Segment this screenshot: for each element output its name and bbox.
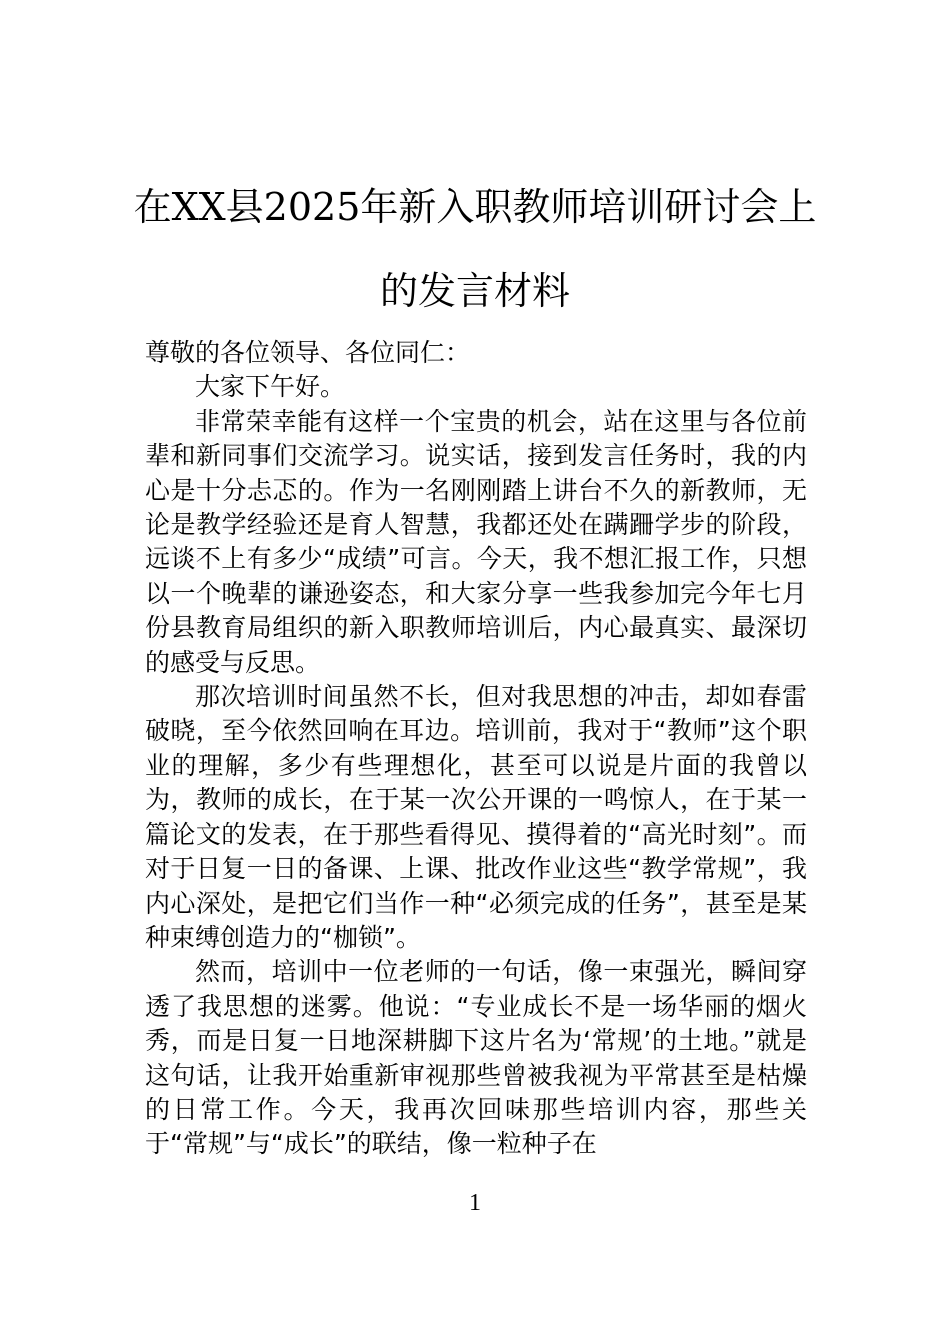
- document-title-line-2: 的发言材料: [379, 269, 570, 313]
- paragraph-greeting: 大家下午好。: [195, 372, 346, 402]
- document-title-line-1: 在XX县2025年新入职教师培训研讨会上: [133, 185, 817, 229]
- paragraph-intro: 非常荣幸能有这样一个宝贵的机会，站在这里与各位前辈和新同事们交流学习。说实话，接到发言任务时，我的内心是十分忐忑的。作为一名刚刚踏上讲台不久的新教师，无论是教学经验还是育人智慧，我都还处在蹒跚学步的阶段，远谈不上有多少“成绩”可言。今天，我不想汇报工作，只想以一个晚辈的谦逊姿态，和大家分享一些我参加完今年七月份县教育局组织的新入职教师培训后，内心最真实、最深切的感受与反思。: [145, 406, 807, 677]
- page-number: 1: [469, 1190, 481, 1216]
- paragraph-training-impact: 那次培训时间虽然不长，但对我思想的冲击，却如春雷破晓，至今依然回响在耳边。培训前，我对于“教师”这个职业的理解，多少有些理想化，甚至可以说是片面的我曾以为，教师的成长，在于某一次公开课的一鸣惊人，在于某一篇论文的发表，在于那些看得见、摸得着的“高光时刻”。而对于日复一日的备课、上课、批改作业这些“教学常规”，我内心深处，是把它们当作一种“必须完成的任务”，甚至是某种束缚创造力的“枷锁”。: [145, 682, 807, 952]
- document-body: [145, 336, 807, 1162]
- salutation: 尊敬的各位领导、各位同仁：: [145, 338, 471, 367]
- document-title: [120, 165, 830, 333]
- paragraph-turning-point: 然而，培训中一位老师的一句话，像一束强光，瞬间穿透了我思想的迷雾。他说：“专业成长不是一场华丽的烟火秀，而是日复一日地深耕脚下这片名为‘常规’的土地。”就是这句话，让我开始重新审视那些曾被我视为平常甚至是枯燥的日常工作。今天，我再次回味那些培训内容，那些关于“常规”与“成长”的联结，像一粒种子在: [145, 957, 807, 1159]
